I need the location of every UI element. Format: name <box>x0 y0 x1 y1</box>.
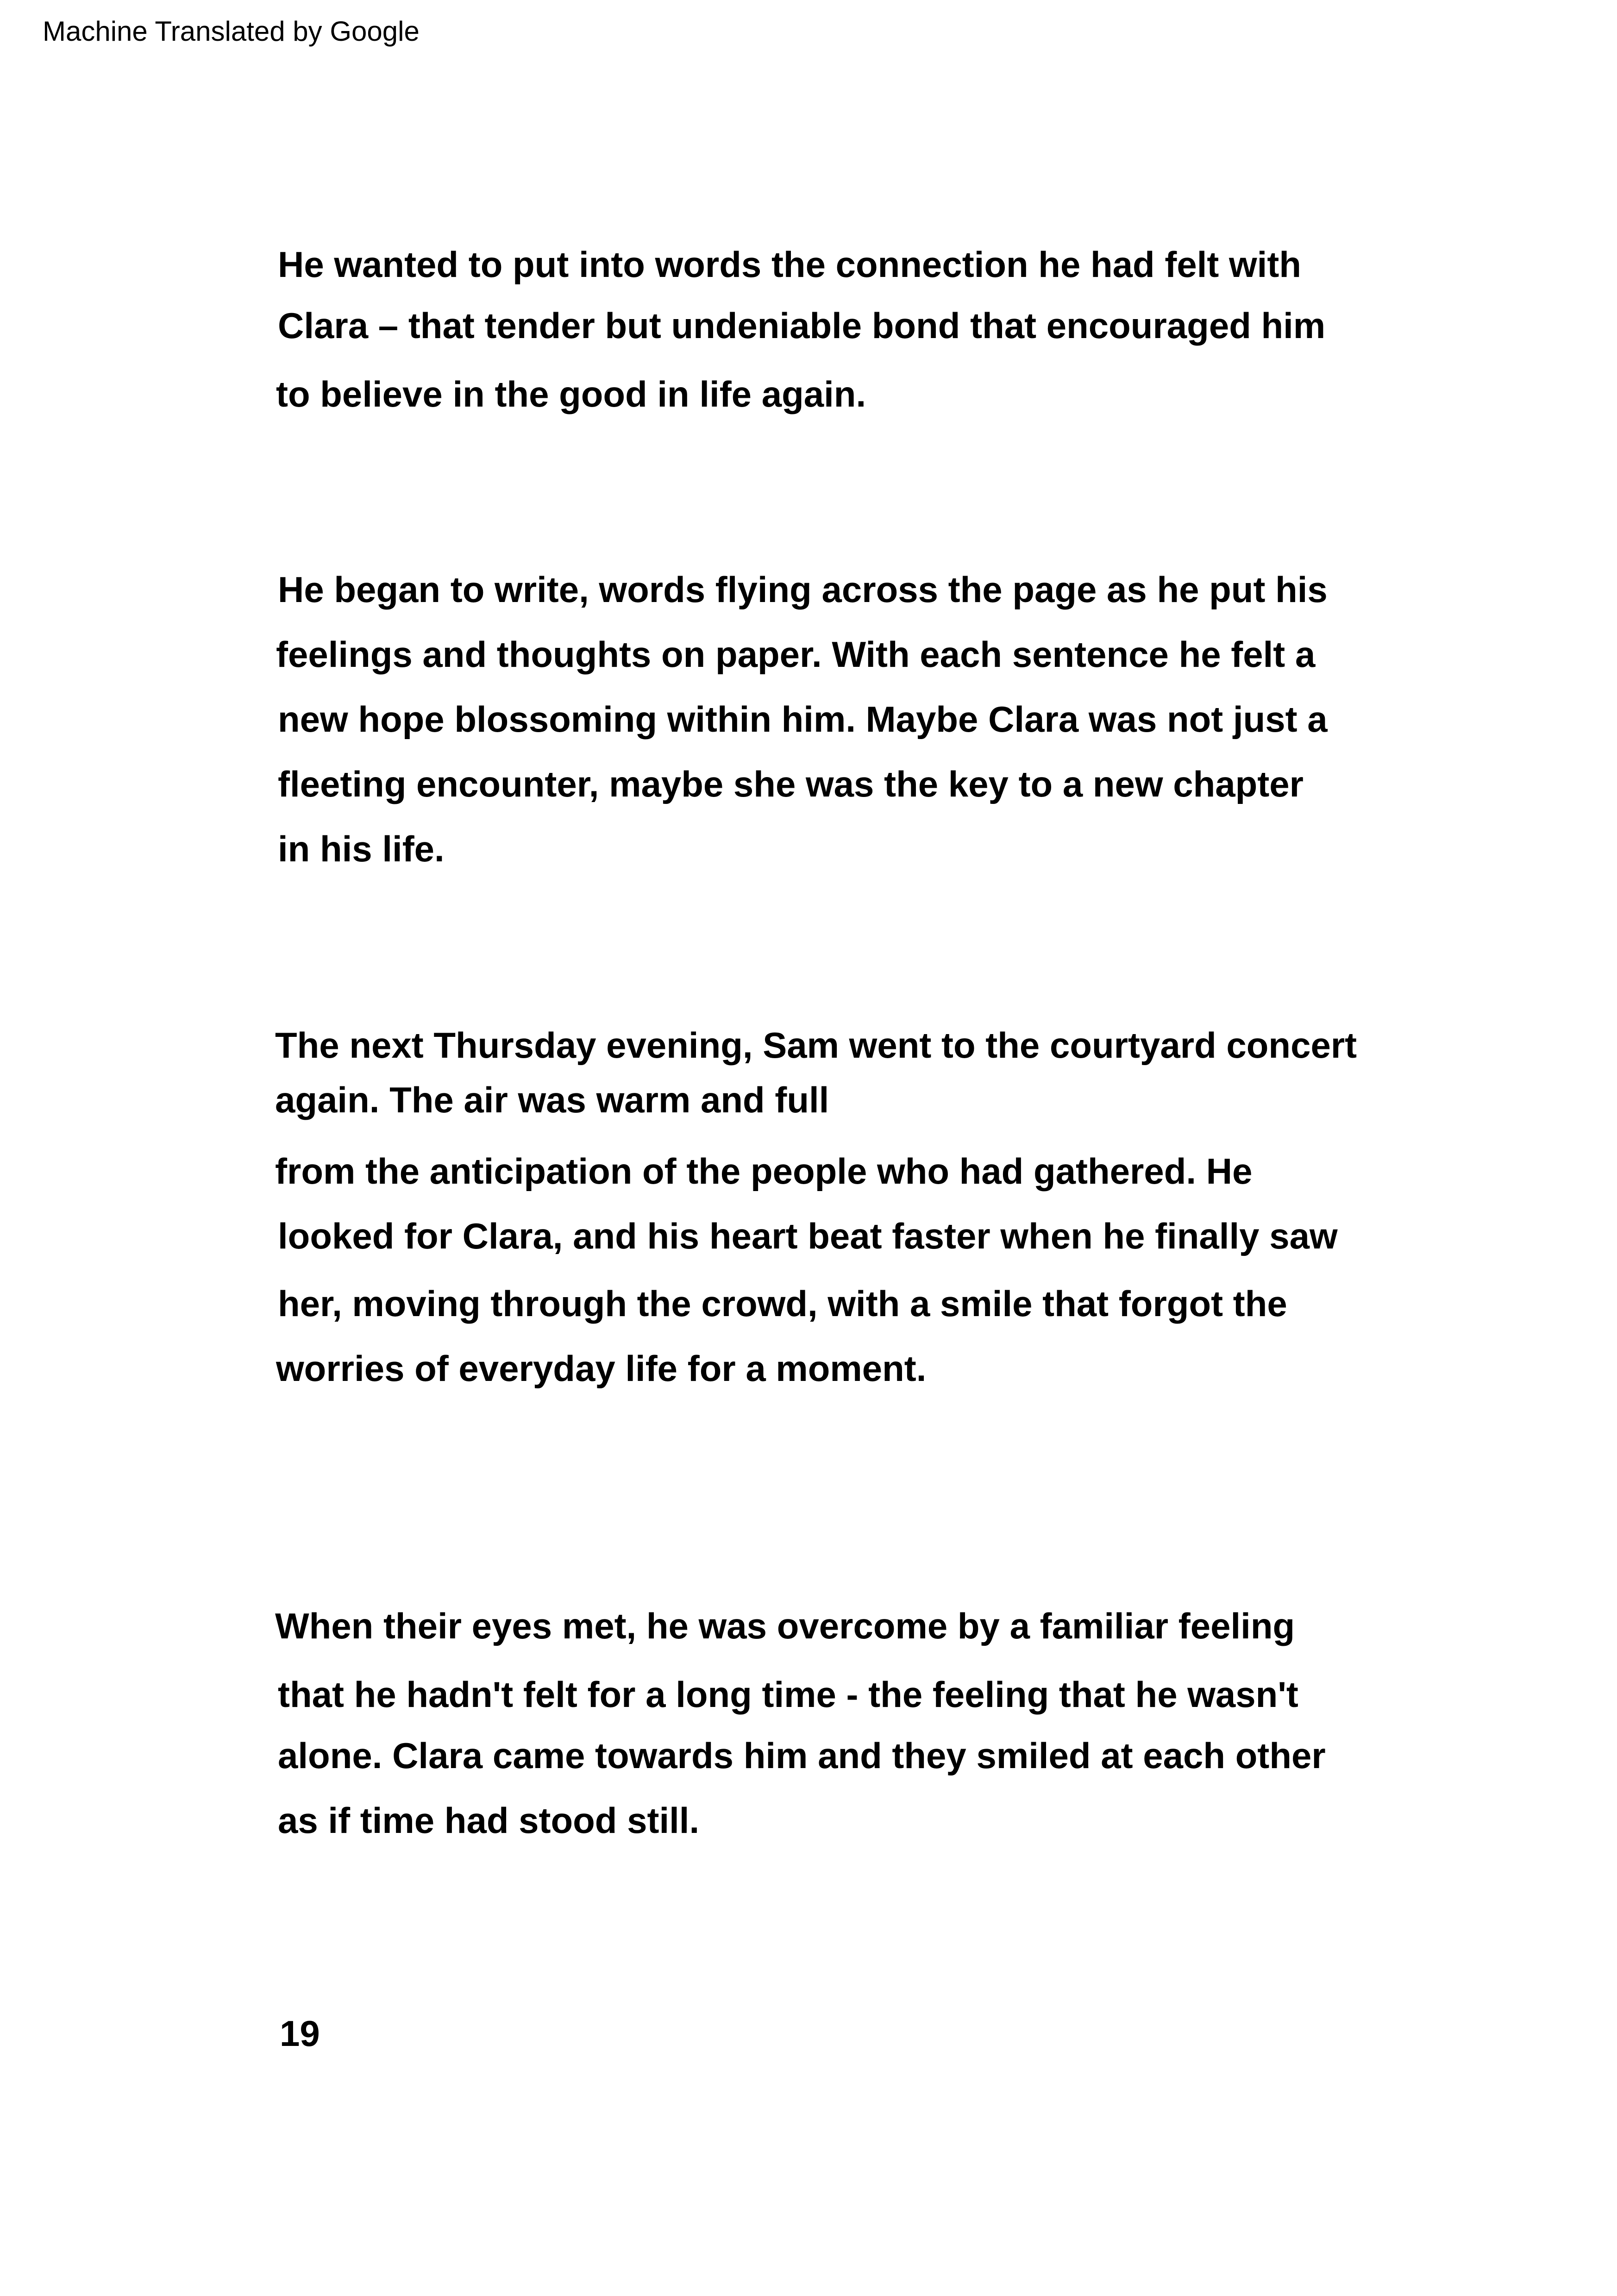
text-line: When their eyes met, he was overcome by a familiar feeling <box>275 1606 1295 1646</box>
machine-translation-note: Machine Translated by Google <box>43 16 420 47</box>
text-line: looked for Clara, and his heart beat faster when he finally saw <box>278 1216 1338 1256</box>
text-line: The next Thursday evening, Sam went to the courtyard concert <box>275 1025 1357 1066</box>
text-line: feelings and thoughts on paper. With each sentence he felt a <box>276 634 1316 675</box>
text-line: again. The air was warm and full <box>275 1079 829 1120</box>
text-line: as if time had stood still. <box>278 1800 700 1841</box>
text-line: He began to write, words flying across the page as he put his <box>278 569 1328 610</box>
text-line: that he hadn't felt for a long time - the feeling that he wasn't <box>278 1674 1298 1715</box>
text-line: from the anticipation of the people who had gathered. He <box>275 1151 1253 1192</box>
text-line: her, moving through the crowd, with a smile that forgot the <box>278 1283 1287 1324</box>
text-line: He wanted to put into words the connection he had felt with <box>278 244 1301 285</box>
text-line: to believe in the good in life again. <box>276 374 866 414</box>
text-line: worries of everyday life for a moment. <box>276 1348 927 1389</box>
text-line: in his life. <box>278 828 445 869</box>
text-line: fleeting encounter, maybe she was the key to a new chapter <box>278 764 1304 804</box>
page-number: 19 <box>280 2013 320 2054</box>
text-line: Clara – that tender but undeniable bond that encouraged him <box>278 305 1326 346</box>
text-line: new hope blossoming within him. Maybe Clara was not just a <box>278 699 1328 740</box>
text-line: alone. Clara came towards him and they smiled at each other <box>278 1735 1326 1776</box>
